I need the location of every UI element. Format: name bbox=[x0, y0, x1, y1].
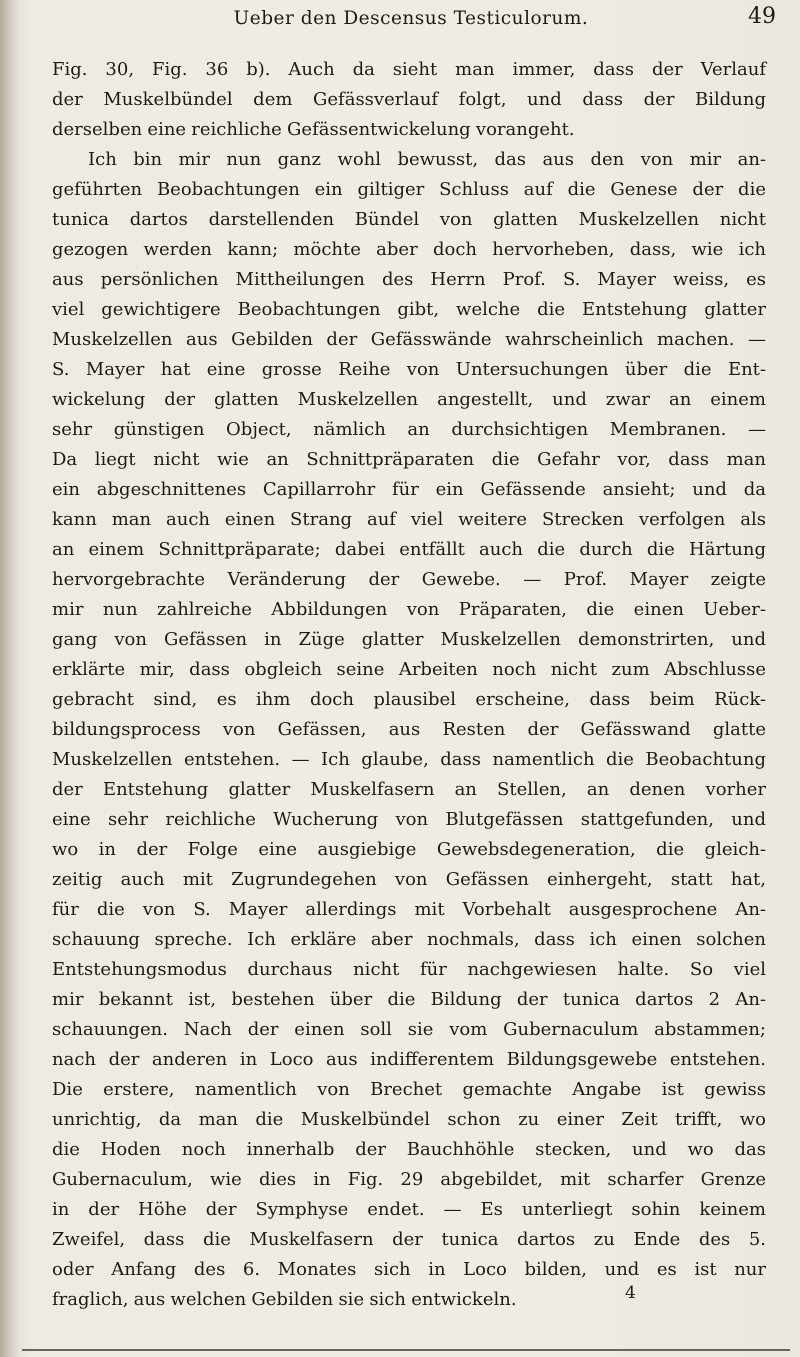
text-line: gebracht sind, es ihm doch plausibel erscheine, dass beim Rück- bbox=[52, 689, 766, 710]
text-line: eine sehr reichliche Wucherung von Blutgefässen stattgefunden, und bbox=[52, 809, 766, 830]
text-line: oder Anfang des 6. Monates sich in Loco bilden, und es ist nur bbox=[52, 1259, 766, 1280]
running-head: Ueber den Descensus Testiculorum. bbox=[233, 8, 589, 29]
page-number: 49 bbox=[748, 4, 776, 29]
text-line: geführten Beobachtungen ein giltiger Schluss auf die Genese der die bbox=[52, 179, 766, 200]
page-header bbox=[46, 4, 776, 36]
text-line: wo in der Folge eine ausgiebige Gewebsdegeneration, die gleich- bbox=[52, 839, 766, 860]
text-line: kann man auch einen Strang auf viel weitere Strecken verfolgen als bbox=[52, 509, 766, 530]
text-line: zeitig auch mit Zugrundegehen von Gefässen einhergeht, statt hat, bbox=[52, 869, 766, 890]
binding-shadow bbox=[0, 0, 20, 1357]
text-line: nach der anderen in Loco aus indifferentem Bildungsgewebe entstehen. bbox=[52, 1049, 766, 1070]
text-line: S. Mayer hat eine grosse Reihe von Untersuchungen über die Ent- bbox=[52, 359, 766, 380]
text-line: gang von Gefässen in Züge glatter Muskelzellen demonstrirten, und bbox=[52, 629, 766, 650]
text-line: Ich bin mir nun ganz wohl bewusst, das aus den von mir an- bbox=[88, 149, 766, 170]
text-line: Muskelzellen entstehen. — Ich glaube, dass namentlich die Beobachtung bbox=[52, 749, 766, 770]
text-line: ein abgeschnittenes Capillarrohr für ein Gefässende ansieht; und da bbox=[52, 479, 766, 500]
text-line: gezogen werden kann; möchte aber doch hervorheben, dass, wie ich bbox=[52, 239, 766, 260]
text-line: für die von S. Mayer allerdings mit Vorbehalt ausgesprochene An- bbox=[52, 899, 766, 920]
text-line: bildungsprocess von Gefässen, aus Resten der Gefässwand glatte bbox=[52, 719, 766, 740]
text-line: erklärte mir, dass obgleich seine Arbeiten noch nicht zum Abschlusse bbox=[52, 659, 766, 680]
text-line: Die erstere, namentlich von Brechet gemachte Angabe ist gewiss bbox=[52, 1079, 766, 1100]
signature-mark: 4 bbox=[625, 1283, 636, 1303]
text-line: mir bekannt ist, bestehen über die Bildung der tunica dartos 2 An- bbox=[52, 989, 766, 1010]
text-line: Gubernaculum, wie dies in Fig. 29 abgebildet, mit scharfer Grenze bbox=[52, 1169, 766, 1190]
bottom-rule bbox=[22, 1349, 790, 1351]
text-line: mir nun zahlreiche Abbildungen von Präparaten, die einen Ueber- bbox=[52, 599, 766, 620]
text-line: an einem Schnittpräparate; dabei entfällt auch die durch die Härtung bbox=[52, 539, 766, 560]
text-line: schauungen. Nach der einen soll sie vom Gubernaculum abstammen; bbox=[52, 1019, 766, 1040]
text-line: die Hoden noch innerhalb der Bauchhöhle stecken, und wo das bbox=[52, 1139, 766, 1160]
text-line: Da liegt nicht wie an Schnittpräparaten die Gefahr vor, dass man bbox=[52, 449, 766, 470]
text-line: unrichtig, da man die Muskelbündel schon zu einer Zeit trifft, wo bbox=[52, 1109, 766, 1130]
text-line: fraglich, aus welchen Gebilden sie sich entwickeln. bbox=[52, 1289, 517, 1310]
text-line: aus persönlichen Mittheilungen des Herrn Prof. S. Mayer weiss, es bbox=[52, 269, 766, 290]
text-line: derselben eine reichliche Gefässentwickelung vorangeht. bbox=[52, 119, 575, 140]
text-line: viel gewichtigere Beobachtungen gibt, welche die Entstehung glatter bbox=[52, 299, 766, 320]
text-line: wickelung der glatten Muskelzellen angestellt, und zwar an einem bbox=[52, 389, 766, 410]
text-line: der Entstehung glatter Muskelfasern an Stellen, an denen vorher bbox=[52, 779, 766, 800]
text-line: schauung spreche. Ich erkläre aber nochmals, dass ich einen solchen bbox=[52, 929, 766, 950]
text-line: Fig. 30, Fig. 36 b). Auch da sieht man immer, dass der Verlauf bbox=[52, 59, 766, 80]
text-line: sehr günstigen Object, nämlich an durchsichtigen Membranen. — bbox=[52, 419, 766, 440]
text-line: Muskelzellen aus Gebilden der Gefässwände wahrscheinlich machen. — bbox=[52, 329, 766, 350]
body-text bbox=[52, 55, 766, 1315]
text-line: in der Höhe der Symphyse endet. — Es unterliegt sohin keinem bbox=[52, 1199, 766, 1220]
text-line: tunica dartos darstellenden Bündel von glatten Muskelzellen nicht bbox=[52, 209, 766, 230]
text-line: Zweifel, dass die Muskelfasern der tunica dartos zu Ende des 5. bbox=[52, 1229, 766, 1250]
text-line: hervorgebrachte Veränderung der Gewebe. — Prof. Mayer zeigte bbox=[52, 569, 766, 590]
text-line: der Muskelbündel dem Gefässverlauf folgt, und dass der Bildung bbox=[52, 89, 766, 110]
text-line: Entstehungsmodus durchaus nicht für nachgewiesen halte. So viel bbox=[52, 959, 766, 980]
